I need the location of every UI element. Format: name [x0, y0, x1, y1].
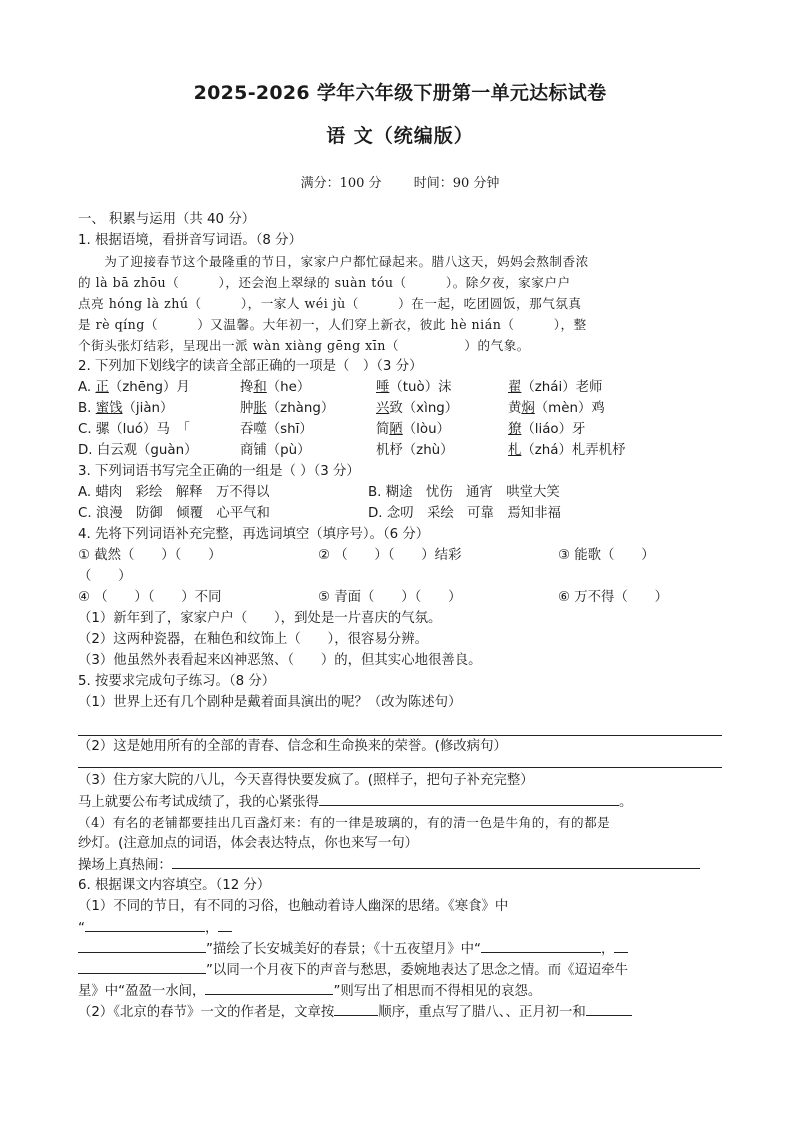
q1-passage-line: 点亮 hóng là zhú（ ），一家人 wéi jù（ ）在一起，吃团圆饭，那气氛真	[78, 296, 582, 311]
q1-passage-line: 个街头张灯结彩，呈现出一派 wàn xiàng gēng xīn（ ）的气象。	[78, 338, 530, 353]
q1-passage-line: 的 là bā zhōu（ ），还会泡上翠绿的 suàn tóu（ ）。除夕夜，家家户户	[78, 275, 571, 290]
answer-blank	[319, 791, 619, 806]
q5-part-2: （2）这是她用所有的全部的青春、信念和生命换来的荣誉。(修改病句）	[78, 739, 507, 754]
q4-idiom-3-cont: （ ）	[78, 569, 132, 584]
answer-blank	[85, 917, 205, 932]
q4-fill-2: （2）这两种瓷器，在釉色和纹饰上（ ），很容易分辨。	[78, 632, 428, 647]
question-1-stem: 1. 根据语境，看拼音写词语。（8 分）	[78, 233, 302, 248]
question-2-stem: 2. 下列加下划线字的读音全部正确的一项是（ ）（3 分）	[78, 359, 423, 374]
q1-passage-line: 为了迎接春节这个最隆重的节日，家家户户都忙碌起来。腊八这天，妈妈会熬制香浓	[78, 254, 589, 269]
q6-line: ”以同一个月夜下的声音与愁思，委婉地表达了思念之情。而《迢迢牵牛	[78, 959, 722, 980]
answer-blank	[481, 938, 601, 953]
exam-meta	[78, 172, 722, 191]
q5-part-4-cont: 纱灯。(注意加点的词语，体会表达特点，你也来写一句）	[78, 836, 418, 851]
q4-idiom-6: ⑥ 万不得（ ）	[558, 590, 668, 605]
answer-blank	[218, 917, 232, 932]
q4-idiom-4: ④ （ ）（ ）不同	[78, 590, 222, 605]
q4-idiom-1: ① 截然（ ）（ ）	[78, 548, 222, 563]
exam-content	[78, 209, 722, 1022]
q5-part-4: （4）有名的老铺都要挂出几百盏灯来：有的一律是玻璃的，有的清一色是牛角的，有的都是	[78, 815, 611, 830]
section-heading: 一、 积累与运用（共 40 分）	[78, 212, 256, 227]
q3-option-b: B. 糊途 忧伤 通宵 哄堂大笑	[368, 485, 560, 500]
q2-option-d: D. 白云观（guàn） 商铺（pù） 机杼（zhù） 札（zhá）札弄机杼	[78, 443, 626, 458]
q4-idiom-row	[78, 587, 722, 608]
q4-idiom-3: ③ 能歌（ ）	[558, 548, 655, 563]
q5-part-3: （3）住方家大院的八儿，今天喜得快要发疯了。(照样子，把句子补充完整）	[78, 773, 534, 788]
q5-part-1: （1）世界上还有几个剧种是戴着面具演出的呢？（改为陈述句）	[78, 695, 462, 710]
q5-part-3-sentence: 马上就要公布考试成绩了，我的心紧张得 。	[78, 791, 722, 812]
q3-option-d: D. 念叨 采绘 可靠 焉知非福	[368, 506, 561, 521]
question-6-stem: 6. 根据课文内容填空。（12 分）	[78, 878, 271, 893]
answer-line	[78, 713, 722, 736]
q4-idiom-row	[78, 545, 722, 566]
q4-idiom-2: ② （ ）（ ）结彩	[318, 548, 462, 563]
question-4-stem: 4. 先将下列词语补充完整，再选词填空（填序号）。（6 分）	[78, 527, 430, 542]
answer-blank	[78, 938, 206, 953]
question-5-stem: 5. 按要求完成句子练习。（8 分）	[78, 674, 276, 689]
page-subtitle: 语 文（统编版）	[326, 125, 474, 147]
answer-blank	[172, 854, 700, 869]
q4-fill-3: （3）他虽然外表看起来凶神恶煞、（ ）的，但其实心地很善良。	[78, 653, 482, 668]
answer-blank	[614, 938, 628, 953]
q6-line: 星》中“盈盈一水间， ”则写出了相思而不得相见的哀怨。	[78, 980, 722, 1001]
q4-fill-1: （1）新年到了，家家户户（ ），到处是一片喜庆的气氛。	[78, 611, 442, 626]
q2-option-a: A. 正（zhēng）月 搀和（he） 唾（tuò）沫 翟（zhái）老师	[78, 380, 603, 395]
q3-option-c: C. 浪漫 防御 倾覆 心平气和	[78, 506, 270, 521]
answer-blank	[586, 1001, 632, 1016]
page-title: 2025-2026 学年六年级下册第一单元达标试卷	[193, 82, 607, 104]
q3-options-row	[78, 503, 722, 524]
q4-idiom-5: ⑤ 青面（ ）（ ）	[318, 590, 462, 605]
q3-options-row	[78, 482, 722, 503]
q2-option-b: B. 蜜饯（jiàn） 肿胀（zhàng） 兴致（xìng） 黄焖（mèn）鸡	[78, 401, 605, 416]
q5-part-4-answer: 操场上真热闹：	[78, 854, 722, 875]
answer-line	[78, 757, 722, 768]
full-score: 满分：100 分	[300, 176, 382, 191]
answer-blank	[334, 1001, 378, 1016]
q6-line: “ ，	[78, 917, 722, 938]
answer-blank	[78, 959, 206, 974]
question-3-stem: 3. 下列词语书写完全正确的一组是（ ）（3 分）	[78, 464, 360, 479]
q6-line: ”描绘了长安城美好的春景；《十五夜望月》中“ ，	[78, 938, 722, 959]
q2-option-c: C. 骡（luó）马 「 吞噬（shī） 简陋（lòu） 獠（liáo）牙	[78, 422, 586, 437]
q1-passage-line: 是 rè qíng（ ）又温馨。大年初一，人们穿上新衣，彼此 hè nián（ ），整	[78, 317, 587, 332]
answer-blank	[205, 980, 333, 995]
time-limit: 时间：90 分钟	[413, 176, 500, 191]
q6-line: （2）《北京的春节》一文的作者是，文章按 顺序，重点写了腊八、、正月初一和	[78, 1001, 722, 1022]
q6-line: （1）不同的节日，有不同的习俗，也触动着诗人幽深的思绪。《寒食》中	[78, 899, 509, 914]
q3-option-a: A. 蜡肉 彩绘 解释 万不得以	[78, 485, 270, 500]
